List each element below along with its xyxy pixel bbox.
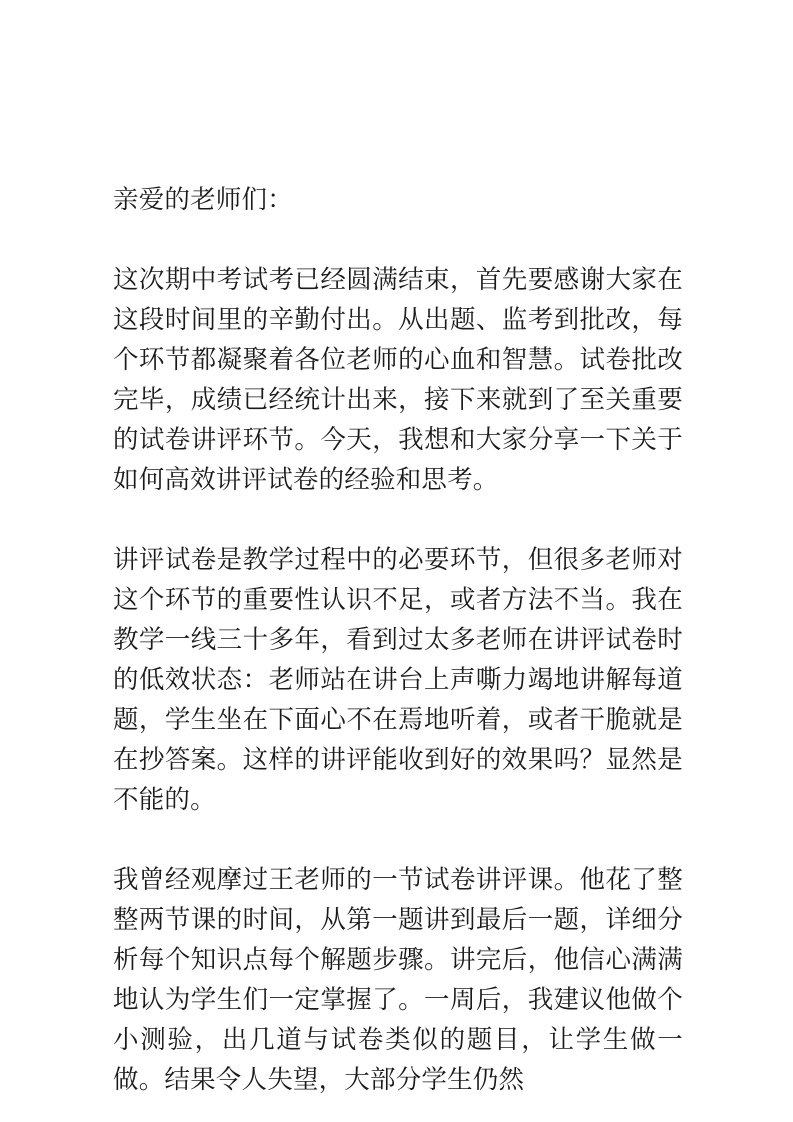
document-text-body: [113, 180, 683, 1100]
paragraph-3: 我曾经观摩过王老师的一节试卷讲评课。他花了整整两节课的时间，从第一题讲到最后一题，详细分析每个知识点每个解题步骤。讲完后，他信心满满地认为学生们一定掌握了。一周后，我建议他做个小测验，出几道与试卷类似的题目，让学生做一做。结果令人失望，大部分学生仍然: [113, 865, 683, 1095]
paragraph-1: 这次期中考试考已经圆满结束，首先要感谢大家在这段时间里的辛勤付出。从出题、监考到批改，每个环节都凝聚着各位老师的心血和智慧。试卷批改完毕，成绩已经统计出来，接下来就到了至关重要的试卷讲评环节。今天，我想和大家分享一下关于如何高效讲评试卷的经验和思考。: [113, 265, 683, 495]
salutation-line: 亲爱的老师们：: [113, 185, 293, 215]
paragraph-2: 讲评试卷是教学过程中的必要环节，但很多老师对这个环节的重要性认识不足，或者方法不当。我在教学一线三十多年，看到过太多老师在讲评试卷时的低效状态：老师站在讲台上声嘶力竭地讲解每道题，学生坐在下面心不在焉地听着，或者干脆就是在抄答案。这样的讲评能收到好的效果吗？显然是不能的。: [113, 545, 683, 815]
